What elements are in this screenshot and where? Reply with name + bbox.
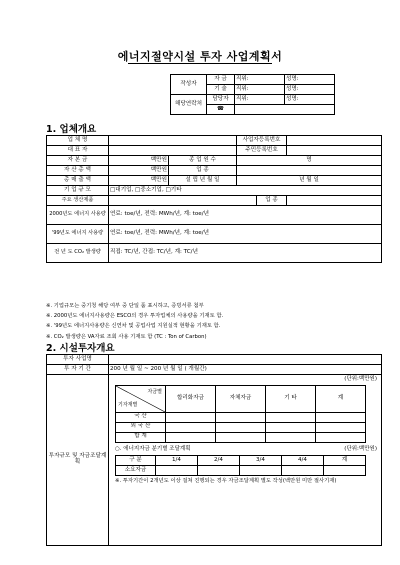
quarter-cell[interactable]: [282, 466, 324, 476]
quarter-unit: (단위:백만원): [344, 445, 377, 452]
quarter-header: 4/4: [282, 456, 324, 466]
type-field[interactable]: [287, 196, 382, 206]
role-fund: 자 금: [207, 75, 235, 85]
row-header: 외 국 산: [116, 422, 166, 432]
contact-label: 해당연락처: [171, 95, 207, 115]
business-no-field[interactable]: [287, 136, 382, 146]
note-line: ※. 2000년도 에너지사용량은 ESCO의 경우 투자업체의 사용량을 기재토 함.: [46, 313, 224, 320]
quarter-cell[interactable]: [198, 466, 240, 476]
products-label: 주요 생산제품: [47, 196, 109, 206]
company-size-checkboxes[interactable]: □대기업, □중소기업, □기타: [109, 186, 382, 196]
business-type-field[interactable]: [237, 166, 382, 176]
project-name-label: 투자 사업명: [47, 355, 109, 365]
assets-label: 자 산 총 액: [47, 166, 109, 176]
title-underline: [128, 63, 272, 64]
assets-field[interactable]: 백만원: [109, 166, 169, 176]
business-no-label: 사업자등록번호: [237, 136, 287, 146]
employees-field[interactable]: 명: [237, 156, 382, 166]
name-field[interactable]: 성명:: [285, 85, 335, 95]
company-name-label: 업 체 명: [47, 136, 109, 146]
company-name-field[interactable]: [109, 136, 237, 146]
quarter-header: 1/4: [156, 456, 198, 466]
quarter-row-label: 소요자금: [116, 466, 156, 476]
matrix-cell[interactable]: [166, 422, 216, 432]
scale-content: [109, 375, 382, 546]
products-field[interactable]: [109, 196, 257, 206]
col-header: 자체자금: [216, 385, 266, 412]
energy-2000-label: 2000년도 에너지 사용량: [47, 206, 109, 225]
row-header: 국 산: [116, 412, 166, 422]
preparer-label: 작성자: [171, 75, 207, 95]
section1-heading: 1. 업체개요: [46, 124, 97, 135]
period-label: 투 자 기 간: [47, 365, 109, 375]
matrix-cell[interactable]: [266, 422, 316, 432]
ceo-label: 대 표 자: [47, 146, 109, 156]
role-manager: 담당자: [207, 95, 235, 105]
type-label: 업 종: [257, 196, 287, 206]
energy-1999-label: '99년도 에너지 사용량: [47, 225, 109, 244]
matrix-cell[interactable]: [216, 412, 266, 422]
quarter-note: ※. 투자기간이 2개년도 이상 걸쳐 진행되는 경우 자금조달계획 별도 작성(백만원 미만 절사기재): [115, 478, 337, 484]
energy-2000-field[interactable]: 연료: toe/년, 전력: MWh/년, 계: toe/년: [109, 206, 382, 225]
quarter-heading: [109, 443, 381, 456]
note-line: ※. 기업규모는 중기청 해당 여부 중 단일 품 표시하고, 증빙서류 첨부: [46, 303, 204, 309]
quarter-cell[interactable]: [156, 466, 198, 476]
section2-heading: 2. 시설투자개요: [46, 343, 115, 354]
resident-no-field[interactable]: [287, 146, 382, 156]
scale-label: 투자규모 및 자금조달계획: [47, 375, 109, 546]
phone-field[interactable]: [235, 105, 335, 115]
investment-table: [46, 354, 382, 546]
quarter-header: 2/4: [198, 456, 240, 466]
capital-field[interactable]: 백만원: [109, 156, 169, 166]
company-overview-table: [46, 135, 382, 263]
quarter-cell[interactable]: [324, 466, 366, 476]
ceo-field[interactable]: [109, 146, 237, 156]
quarter-header: 계: [324, 456, 366, 466]
corner-top-label: 자금별: [147, 388, 162, 395]
title-field[interactable]: 직위:: [235, 75, 285, 85]
business-type-label: 업 종: [169, 166, 237, 176]
document-title: 에너지절약시설 투자 사업계획서: [117, 50, 283, 63]
capital-label: 자 본 금: [47, 156, 109, 166]
matrix-cell[interactable]: [266, 412, 316, 422]
name-field[interactable]: 성명:: [285, 75, 335, 85]
established-label: 설 립 년 월 일: [169, 176, 237, 186]
established-field[interactable]: 년 월 일: [237, 176, 382, 186]
project-name-field[interactable]: [109, 355, 382, 365]
section1-notes: [46, 301, 386, 342]
matrix-cell[interactable]: [316, 422, 366, 432]
matrix-cell[interactable]: [216, 432, 266, 442]
resident-no-label: 주민등록번호: [237, 146, 287, 156]
quarter-header: 3/4: [240, 456, 282, 466]
corner-bottom-label: 기자재별: [118, 401, 138, 408]
period-field[interactable]: 200 년 월 일 ~ 200 년 월 일 ( 개월간): [109, 365, 382, 375]
sales-label: 총 매 출 액: [47, 176, 109, 186]
funding-matrix: [115, 385, 366, 443]
energy-1999-field[interactable]: 연료: toe/년, 전력: MWh/년, 계: toe/년: [109, 225, 382, 244]
note-line: ※. '99년도 에너지사용량은 신연차 및 공업사업 지원실적 현황을 기재토 함.: [46, 323, 221, 330]
matrix-cell[interactable]: [316, 412, 366, 422]
matrix-cell[interactable]: [316, 432, 366, 442]
note-line: ※. CO₂ 발생량은 VA자료 조회 사용 기재토 함 (TC : Ton of Carbon): [46, 333, 207, 340]
name-field[interactable]: 성명:: [285, 95, 335, 105]
unit-note: (단위:백만원): [344, 376, 377, 382]
matrix-cell[interactable]: [166, 412, 216, 422]
matrix-corner: [116, 385, 166, 412]
title-field[interactable]: 직위:: [235, 85, 285, 95]
matrix-cell[interactable]: [266, 432, 316, 442]
co2-label: 전 년 도 CO₂ 발생량: [47, 244, 109, 263]
co2-field[interactable]: 직접: TC/년, 간접: TC/년, 계: TC/년: [109, 244, 382, 263]
quarter-table: [115, 455, 366, 476]
matrix-cell[interactable]: [166, 432, 216, 442]
matrix-cell[interactable]: [216, 422, 266, 432]
sales-field[interactable]: 백만원: [109, 176, 169, 186]
quarter-cell[interactable]: [240, 466, 282, 476]
preparer-table: [170, 74, 335, 115]
col-header: 합리화자금: [166, 385, 216, 412]
employees-label: 종 업 원 수: [169, 156, 237, 166]
quarter-title: ○. 에너지자금 분기별 조달계획: [115, 445, 191, 452]
phone-icon: ☎: [207, 105, 235, 115]
company-size-label: 기 업 규 모: [47, 186, 109, 196]
col-header: 계: [316, 385, 366, 412]
quarter-header: 구 분: [116, 456, 156, 466]
title-field[interactable]: 직위:: [235, 95, 285, 105]
col-header: 기 타: [266, 385, 316, 412]
role-tech: 기 술: [207, 85, 235, 95]
row-header: 합 계: [116, 432, 166, 442]
